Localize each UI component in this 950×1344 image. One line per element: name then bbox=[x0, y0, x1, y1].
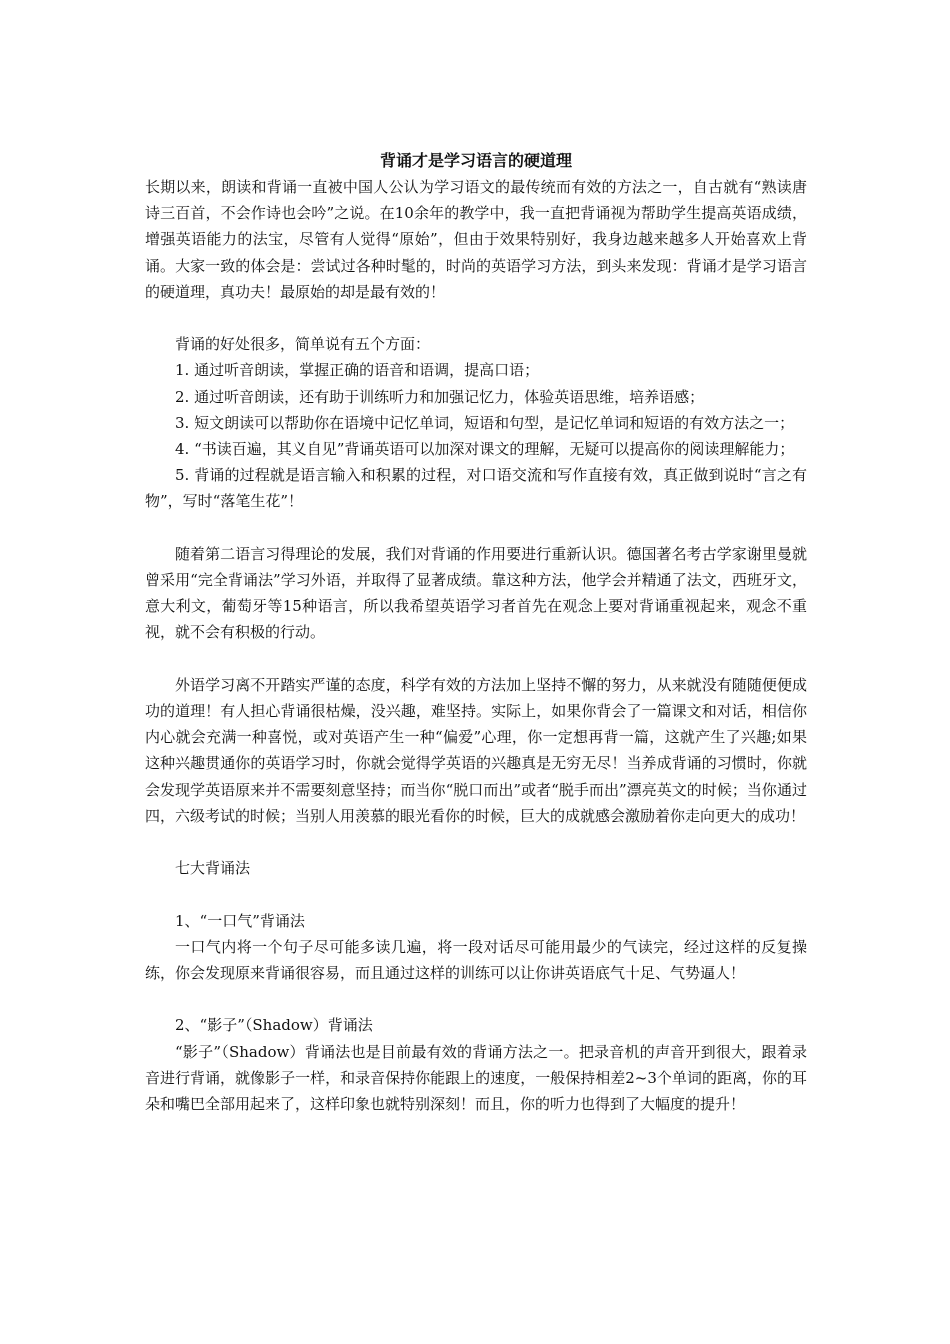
paragraph-gap bbox=[145, 829, 807, 855]
method-2-heading: 2、“影子”（Shadow）背诵法 bbox=[175, 1016, 373, 1035]
method-1-heading: 1、“一口气”背诵法 bbox=[175, 911, 305, 930]
intro-paragraph: 长期以来，朗读和背诵一直被中国人公认为学习语文的最传统而有效的方法之一，自古就有“熟读唐诗三百首，不会作诗也会吟”之说。在10余年的教学中，我一直把背诵视为帮助学生提高英语成绩，增强英语能力的法宝，尽管有人觉得“原始”，但由于效果特别好，我身边越来越多人开始喜欢上背诵。大家一致的体会是：尝试过各种时髦的，时尚的英语学习方法，到头来发现：背诵才是学习语言的硬道理，真功夫！最原始的却是最有效的！ bbox=[145, 178, 807, 301]
paragraph-gap bbox=[145, 305, 807, 331]
paragraph-gap bbox=[145, 515, 807, 541]
benefit-item-1: 1. 通过听音朗读，掌握正确的语音和语调，提高口语； bbox=[175, 361, 540, 380]
attitude-paragraph: 外语学习离不开踏实严谨的态度，科学有效的方法加上坚持不懈的努力，从来就没有随随便便成功的道理！有人担心背诵很枯燥，没兴趣，难坚持。实际上，如果你背会了一篇课文和对话，相信你内心就会充满一种喜悦，或对英语产生一种“偏爱”心理，你一定想再背一篇，这就产生了兴趣;如果这种兴趣贯通你的英语学习时，你就会觉得学英语的兴趣真是无穷无尽！当养成背诵的习惯时，你就会发现学英语原来并不需要刻意坚持；而当你“脱口而出”或者“脱手而出”漂亮英文的时候；当你通过四，六级考试的时候；当别人用羡慕的眼光看你的时候，巨大的成就感会激励着你走向更大的成功！ bbox=[145, 675, 807, 825]
document-title: 背诵才是学习语言的硬道理 bbox=[379, 151, 572, 170]
benefit-item-5: 5. 背诵的过程就是语言输入和积累的过程，对口语交流和写作直接有效，真正做到说时“言之有物”，写时“落笔生花”！ bbox=[145, 466, 807, 511]
paragraph-gap bbox=[145, 881, 807, 907]
benefits-heading: 背诵的好处很多，简单说有五个方面： bbox=[175, 335, 431, 354]
method-2-body: “影子”（Shadow）背诵法也是目前最有效的背诵方法之一。把录音机的声音开到很大，跟着录音进行背诵，就像影子一样，和录音保持你能跟上的速度，一般保持相差2~3个单词的距离，你的耳朵和嘴巴全部用起来了，这样印象也就特别深刻！而且，你的听力也得到了大幅度的提升！ bbox=[145, 1042, 807, 1114]
second-language-paragraph: 随着第二语言习得理论的发展，我们对背诵的作用要进行重新认识。德国著名考古学家谢里曼就曾采用“完全背诵法”学习外语，并取得了显著成绩。靠这种方法，他学会并精通了法文，西班牙文，意大利文，葡萄牙等15种语言，所以我希望英语学习者首先在观念上要对背诵重视起来，观念不重视，就不会有积极的行动。 bbox=[145, 544, 807, 642]
paragraph-gap bbox=[145, 646, 807, 672]
benefit-item-4: 4. “书读百遍，其义自见”背诵英语可以加深对课文的理解，无疑可以提高你的阅读理解能力； bbox=[175, 440, 795, 459]
document-page bbox=[145, 148, 807, 1117]
benefit-item-3: 3. 短文朗读可以帮助你在语境中记忆单词，短语和句型，是记忆单词和短语的有效方法之一； bbox=[175, 413, 795, 432]
benefit-item-2: 2. 通过听音朗读，还有助于训练听力和加强记忆力，体验英语思维，培养语感； bbox=[175, 387, 705, 406]
paragraph-gap bbox=[145, 986, 807, 1012]
method-1-body: 一口气内将一个句子尽可能多读几遍，将一段对话尽可能用最少的气读完，经过这样的反复操练，你会发现原来背诵很容易，而且通过这样的训练可以让你讲英语底气十足、气势逼人！ bbox=[145, 937, 807, 983]
methods-heading: 七大背诵法 bbox=[175, 859, 251, 878]
